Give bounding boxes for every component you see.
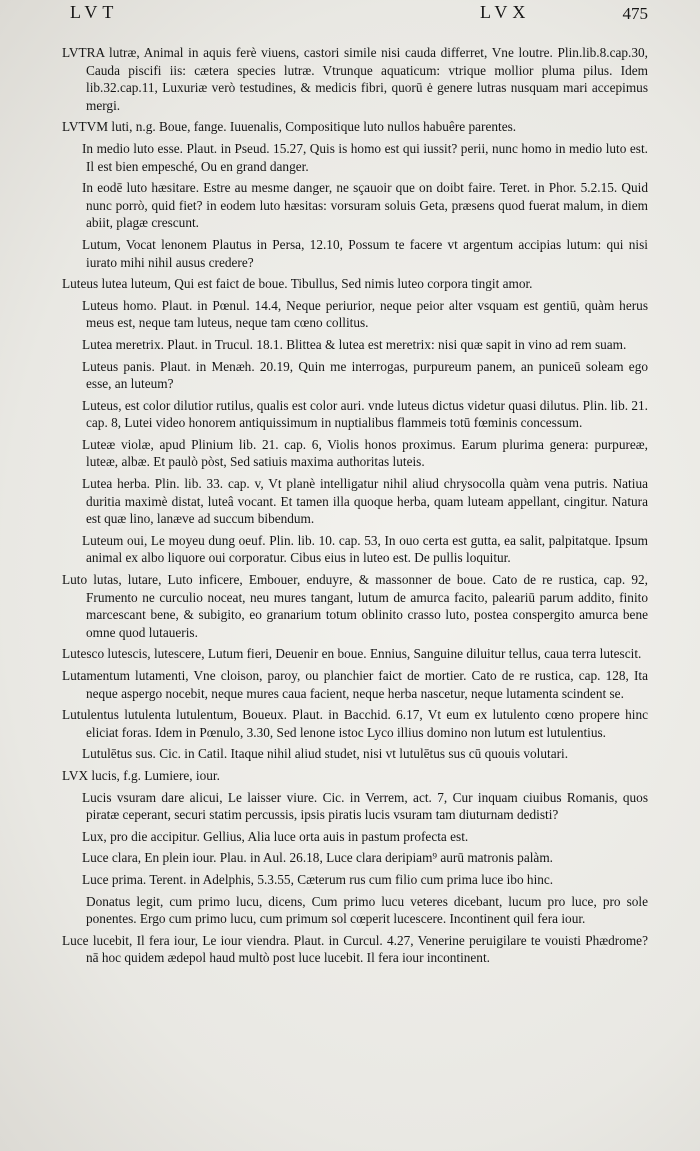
page-number: 475 bbox=[622, 4, 648, 23]
dictionary-headword-entry: LVTVM luti, n.g. Boue, fange. Iuuenalis, Compositique luto nullos habuêre parentes. bbox=[62, 119, 517, 135]
running-header bbox=[62, 0, 648, 44]
dictionary-subentry: Lucis vsuram dare alicui, Le laisser viure. Cic. in Verrem, act. 7, Cur inquam ciuibus Romanis, quos piratæ ceperant, securi statim percussis, ipsis piratis lucis vsuram tam diuturnam dedisti? bbox=[82, 789, 648, 823]
dictionary-subentry: Luce clara, En plein iour. Plau. in Aul. 26.18, Luce clara deripiam⁹ aurū matronis palàm. bbox=[82, 850, 553, 866]
dictionary-headword-entry: Lutamentum lutamenti, Vne cloison, paroy, ou planchier faict de mortier. Cato de re rustica, cap. 128, Ita neque aspergo nocebit, neque mures caua facient, neque herba nascetur, neque lutamenta scindent se. bbox=[62, 668, 648, 701]
dictionary-subentry: Luteum oui, Le moyeu dung oeuf. Plin. lib. 10. cap. 53, In ouo certa est gutta, ea salit, palpitatque. Ipsum animal ex albo liquore oui corporatur. Cibus eius in luteo est. De pullis loquitur. bbox=[82, 532, 648, 566]
dictionary-subentry: Lutea meretrix. Plaut. in Trucul. 18.1. Blittea & lutea est meretrix: nisi quæ sapit in vino ad rem suam. bbox=[82, 336, 627, 352]
dictionary-subentry: Luce prima. Terent. in Adelphis, 5.3.55, Cæterum rus cum filio cum prima luce ibo hinc. bbox=[82, 871, 554, 887]
header-center: LVX bbox=[480, 2, 531, 22]
dictionary-subentry: Luteus homo. Plaut. in Pœnul. 14.4, Neque periurior, neque peior alter vsquam est gentiū, quàm herus meus est, neque tam luteus, neque tam cœno collitus. bbox=[82, 297, 648, 331]
dictionary-subentry: Luteus, est color dilutior rutilus, qualis est color auri. vnde luteus dictus videtur quasi dilutus. Plin. lib. 21. cap. 8, Lutei video honorem antiquissimum in nuptialibus flammeis totū fœminis concessum. bbox=[82, 397, 648, 431]
dictionary-entries bbox=[62, 44, 648, 967]
dictionary-headword-entry: Luce lucebit, Il fera iour, Le iour viendra. Plaut. in Curcul. 4.27, Venerine peruigilare te vouisti Phædrome? nā hoc quidem ædepol haud multò post luce lucebit. Il fera iour incontinent. bbox=[62, 932, 648, 966]
dictionary-headword-entry: LVTRA lutræ, Animal in aquis ferè viuens, castori simile nisi cauda differret, Vne loutre. Plin.lib.8.cap.30, Cauda piscifi iis: cætera species lutræ. Vtrunque aquaticum: vtrique mollior pluma pilus. Idem lib.32.cap.11, Luxuriæ verò testudines, & medicis fibri, quorū ė genere lutras nusquam mari accepimus mergi. bbox=[62, 45, 648, 113]
dictionary-subentry: Lutulētus sus. Cic. in Catil. Itaque nihil aliud studet, nisi vt lutulētus sus cū quouis volutari. bbox=[82, 746, 569, 762]
dictionary-subentry: Lutea herba. Plin. lib. 33. cap. v, Vt planè intelligatur nihil aliud chrysocolla quàm vena putris. Natiua duritia maximè distat, luteâ vocant. Et tamen illa quoque herba, quam luteam appellant, cingitur. Natura est quæ lino, lanæve ad succum bibendum. bbox=[82, 476, 648, 527]
header-left: LVT bbox=[70, 2, 119, 22]
dictionary-subentry: Lutum, Vocat lenonem Plautus in Persa, 12.10, Possum te facere vt argentum accipias lutum: qui nisi iurato mihi nihil ausus credere? bbox=[82, 236, 648, 270]
dictionary-subentry: Luteæ violæ, apud Plinium lib. 21. cap. 6, Violis honos proximus. Earum plurima genera: purpureæ, luteæ, albæ. Et paulò pòst, Sed satiuis maxima authoritas luteis. bbox=[82, 436, 648, 470]
dictionary-subentry: In medio luto esse. Plaut. in Pseud. 15.27, Quis is homo est qui iussit? perii, nunc homo in medio luto est. Il est bien empesché, Ou en grand danger. bbox=[82, 140, 648, 174]
dictionary-subentry: Lux, pro die accipitur. Gellius, Alia luce orta auis in pastum profecta est. bbox=[82, 828, 469, 844]
dictionary-headword-entry: Lutesco lutescis, lutescere, Lutum fieri, Deuenir en boue. Ennius, Sanguine diluitur tellus, caua terra lutescit. bbox=[62, 646, 642, 662]
dictionary-subentry: Luteus panis. Plaut. in Menæh. 20.19, Quin me interrogas, purpureum panem, an puniceū soleam ego esse, an luteum? bbox=[82, 358, 648, 392]
dictionary-headword-entry: Luteus lutea luteum, Qui est faict de boue. Tibullus, Sed nimis luteo corpora tingit amor. bbox=[62, 276, 533, 292]
dictionary-subentry: In eodē luto hæsitare. Estre au mesme danger, ne sçauoir que on doibt faire. Teret. in Phor. 5.2.15. Quid nunc porrò, quid fiet? in eodem luto hæsitas: vorsuram soluis Geta, præsens quod fuerat malum, in diem abiit, plagæ crescunt. bbox=[82, 180, 648, 231]
dictionary-headword-entry: Luto lutas, lutare, Luto inficere, Embouer, enduyre, & massonner de boue. Cato de re rustica, cap. 92, Frumento ne curculio noceat, neu mures tangant, lutum de amurca facito, paleariū parum addito, finito marcescant bene, & subigito, eo granarium totum oblinito crasso luto, postea conspergito amurca bene omne quod lutaueris. bbox=[62, 572, 648, 640]
dictionary-headword-entry: LVX lucis, f.g. Lumiere, iour. bbox=[62, 767, 220, 783]
dictionary-subentry: Donatus legit, cum primo lucu, dicens, Cum primo lucu veteres dicebant, lucum pro luce, pro sole ponentes. Ergo cum primo lucu, cum primum sol cœperit lucescere. Incontinent quil fera iour. bbox=[86, 893, 648, 927]
dictionary-headword-entry: Lutulentus lutulenta lutulentum, Boueux. Plaut. in Bacchid. 6.17, Vt eum ex lutulento cœno propere hinc eliciat foras. Idem in Pœnulo, 3.30, Sed lenone istoc Lyco illius domino non lutum est lutulentius. bbox=[62, 707, 648, 740]
